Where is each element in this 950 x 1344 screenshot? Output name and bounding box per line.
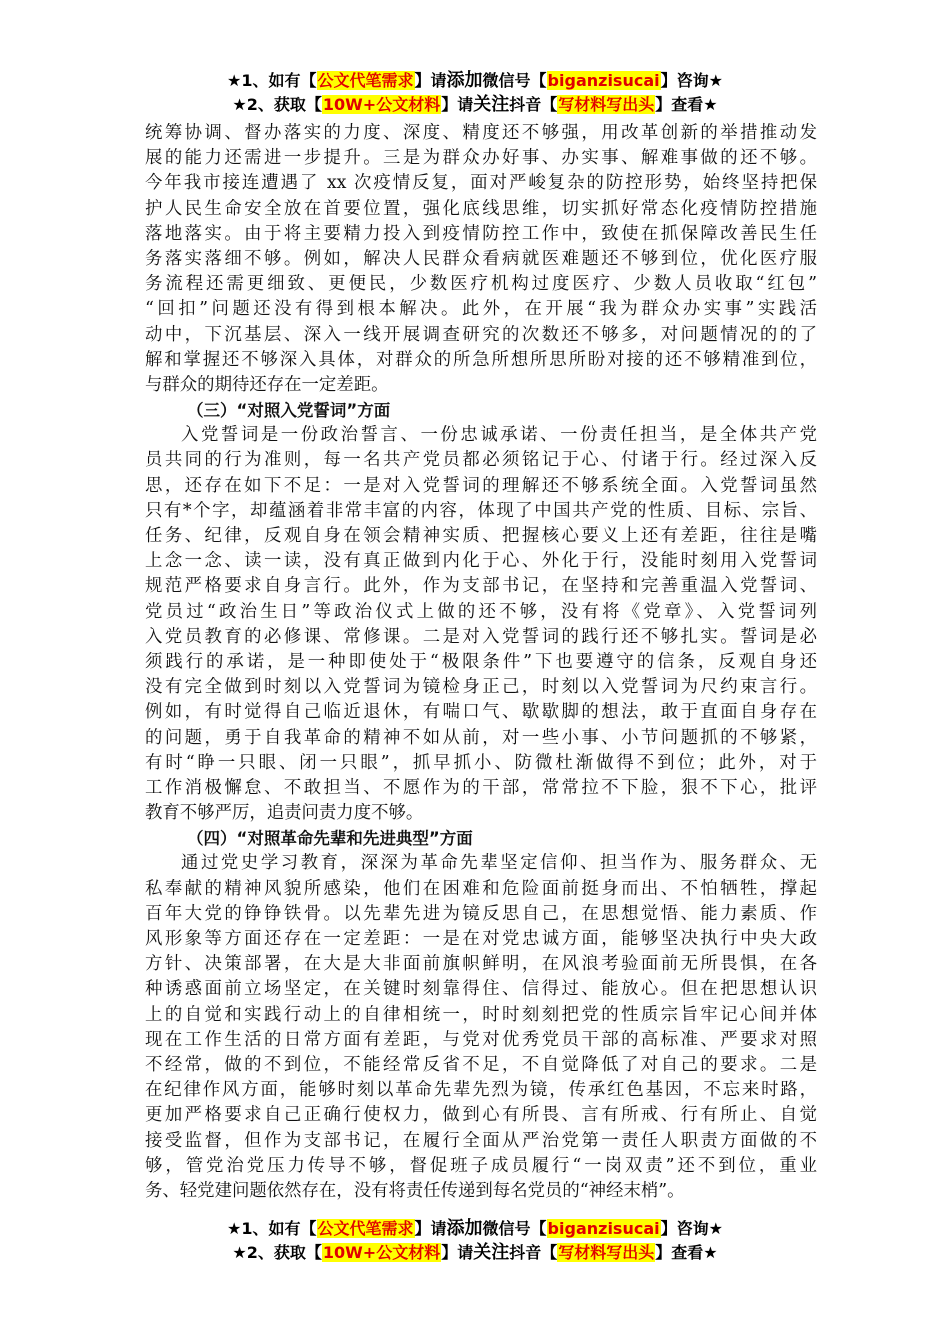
highlight-wechat-id: biganzisucai	[547, 1219, 660, 1238]
text-line: 更加严格要求自己正确行使权力，做到心有所畏、言有所戒、行有所止、自觉	[145, 1105, 817, 1126]
text-line: 务落实落细不够。例如，解决人民群众看病就医难题还不够到位，优化医疗服	[145, 248, 817, 269]
text-line: 落地落实。由于将主要精力投入到疫情防控工作中，致使在抓保障改善民生任	[145, 223, 817, 244]
text-line: 不经常，做的不到位，不能经常反省不足，不自觉降低了对自己的要求。二是	[145, 1054, 817, 1075]
banner-text: 1、如有【	[241, 71, 317, 90]
star-icon: ★	[227, 1219, 242, 1238]
banner-text: 】请	[414, 71, 447, 90]
text-line: 上念一念、读一读，没有真正做到内化于心、外化于行，没能时刻用入党誓词	[145, 551, 817, 572]
text-line: 接受监督，但作为支部书记，在履行全面从严治党第一责任人职责方面做的不	[145, 1130, 817, 1151]
paragraph-block-1	[145, 121, 817, 398]
banner-text: 微信号【	[482, 1219, 547, 1238]
banner-text: 】请	[441, 1243, 474, 1262]
banner-text: 】请	[414, 1219, 447, 1238]
banner-text: 抖音【	[509, 1243, 558, 1262]
banner-text: 微信号【	[482, 71, 547, 90]
banner-text: 】咨询★	[660, 71, 723, 90]
text-line: 务流程还需更细致、更便民，少数医疗机构过度医疗、少数人员收取“红包”	[145, 274, 817, 295]
text-line: 的问题，勇于自我革命的精神不如从前，对一些小事、小节问题抓的不够紧，	[145, 727, 817, 748]
text-line: 今年我市接连遭遇了 xx 次疫情反复，面对严峻复杂的防控形势，始终坚持把保	[145, 173, 817, 194]
text-line: 思，还存在如下不足：一是对入党誓词的理解还不够系统全面。入党誓词虽然	[145, 475, 817, 496]
banner-text: 添加	[446, 1218, 483, 1239]
banner-text: 2、获取【	[246, 95, 322, 114]
text-line: 统筹协调、督办落实的力度、深度、精度还不够强，用改革创新的举措推动发	[145, 123, 817, 143]
text-line: 任务、纪律，反观自身在领会精神实质、把握核心要义上还有差距，往往是嘴	[145, 526, 817, 546]
banner-text: 】请	[441, 95, 474, 114]
paragraph-block-2	[145, 423, 817, 826]
highlight-wechat-id: biganzisucai	[547, 71, 660, 90]
text-line: 例如，有时觉得自己临近退休，有喘口气、歇歇脚的想法，敢于直面自身存在	[145, 702, 817, 723]
text-line: 只有*个字，却蕴涵着非常丰富的内容，体现了中国共产党的性质、目标、宗旨、	[145, 500, 817, 521]
section-heading-4: （四）“对照革命先辈和先进典型”方面	[187, 829, 473, 849]
text-line: 与群众的期待还存在一定差距。	[145, 374, 389, 395]
text-line: 工作消极懈怠、不敢担当、不愿作为的干部，常常拉不下脸，狠不下心，批评	[145, 777, 817, 798]
text-line: 方针、决策部署，在大是大非面前旗帜鲜明，在风浪考验面前无所畏惧，在各	[145, 954, 817, 975]
text-line: 务、轻党建问题依然存在，没有将责任传递到每名党员的“神经末梢”。	[145, 1180, 685, 1201]
star-icon: ★	[232, 95, 247, 114]
top-banner-line-1	[0, 70, 950, 92]
text-line: 规范严格要求自身言行。此外，作为支部书记，在坚持和完善重温入党誓词、	[145, 576, 817, 597]
section-heading-3: （三）“对照入党誓词”方面	[187, 401, 391, 421]
banner-text: 添加	[446, 70, 483, 91]
text-line: 解和掌握还不够深入具体，对群众的所急所想所思所盼对接的还不够精准到位，	[145, 349, 817, 370]
banner-text: 关注	[473, 1242, 510, 1263]
text-line: 有时“睁一只眼、闭一只眼”，抓早抓小、防微杜渐做得不到位；此外，对于	[145, 752, 817, 773]
document-body	[145, 121, 817, 1204]
text-line: 私奉献的精神风貌所感染，他们在困难和危险面前挺身而出、不怕牺牲，撑起	[145, 878, 817, 899]
text-line: 展的能力还需进一步提升。三是为群众办好事、办实事、解难事做的还不够。	[145, 148, 817, 169]
text-line: 入党员教育的必修课、常修课。二是对入党誓词的践行还不够扎实。誓词是必	[145, 626, 817, 647]
banner-text: 1、如有【	[241, 1219, 317, 1238]
star-icon: ★	[227, 71, 242, 90]
banner-text: 2、获取【	[246, 1243, 322, 1262]
text-line: 员共同的行为准则，每一名共产党员都必须铭记于心、付诸于行。经过深入反	[145, 450, 817, 471]
bottom-banner-line-1	[0, 1218, 950, 1240]
highlight-materials: 10W+公文材料	[322, 1243, 441, 1262]
text-line: 护人民生命安全放在首要位置，强化底线思维，切实抓好常态化疫情防控措施	[145, 198, 817, 219]
text-line: 须践行的承诺，是一种即使处于“极限条件”下也要遵守的信条，反观自身还	[145, 651, 817, 672]
text-line: “回扣”问题还没有得到根本解决。此外，在开展“我为群众办实事”实践活	[145, 299, 817, 320]
text-line: 没有完全做到时刻以入党誓词为镜检身正己，时刻以入党誓词为尺约束言行。	[145, 677, 817, 698]
text-line: 百年大党的铮铮铁骨。以先辈先进为镜反思自己，在思想觉悟、能力素质、作	[145, 903, 817, 924]
bottom-banner-line-2	[0, 1242, 950, 1264]
text-line: 党员过“政治生日”等政治仪式上做的还不够，没有将《党章》、入党誓词列	[145, 601, 817, 622]
top-banner-line-2	[0, 94, 950, 116]
text-line: 上的自觉和实践行动上的自律相统一，时时刻刻把党的性质宗旨牢记心间并体	[145, 1004, 817, 1025]
star-icon: ★	[232, 1243, 247, 1262]
text-line: 教育不够严厉，追责问责力度不够。	[145, 803, 424, 824]
text-line: 种诱惑面前立场坚定，在关键时刻靠得住、信得过、能放心。但在把思想认识	[145, 979, 817, 1000]
text-line: 通过党史学习教育，深深为革命先辈坚定信仰、担当作为、服务群众、无	[181, 853, 817, 874]
highlight-douyin: 写材料写出头	[558, 95, 655, 114]
highlight-materials: 10W+公文材料	[322, 95, 441, 114]
banner-text: 抖音【	[509, 95, 558, 114]
banner-text: 】查看★	[655, 95, 718, 114]
banner-text: 】咨询★	[660, 1219, 723, 1238]
text-line: 风形象等方面还存在一定差距：一是在对党忠诚方面，能够坚决执行中央大政	[145, 929, 817, 949]
text-line: 够，管党治党压力传导不够，督促班子成员履行“一岗双责”还不到位，重业	[145, 1155, 817, 1176]
highlight-douyin: 写材料写出头	[558, 1243, 655, 1262]
banner-text: 】查看★	[655, 1243, 718, 1262]
text-line: 现在工作生活的日常方面有差距，与党对优秀党员干部的高标准、严要求对照	[145, 1029, 817, 1050]
text-line: 入党誓词是一份政治誓言、一份忠诚承诺、一份责任担当，是全体共产党	[181, 425, 817, 446]
text-line: 在纪律作风方面，能够时刻以革命先辈先烈为镜，传承红色基因，不忘来时路，	[145, 1080, 817, 1101]
banner-text: 关注	[473, 94, 510, 115]
highlight-service: 公文代笔需求	[317, 71, 414, 90]
paragraph-block-3	[145, 851, 817, 1204]
text-line: 动中，下沉基层、深入一线开展调查研究的次数还不够多，对问题情况的的了	[145, 324, 817, 345]
highlight-service: 公文代笔需求	[317, 1219, 414, 1238]
